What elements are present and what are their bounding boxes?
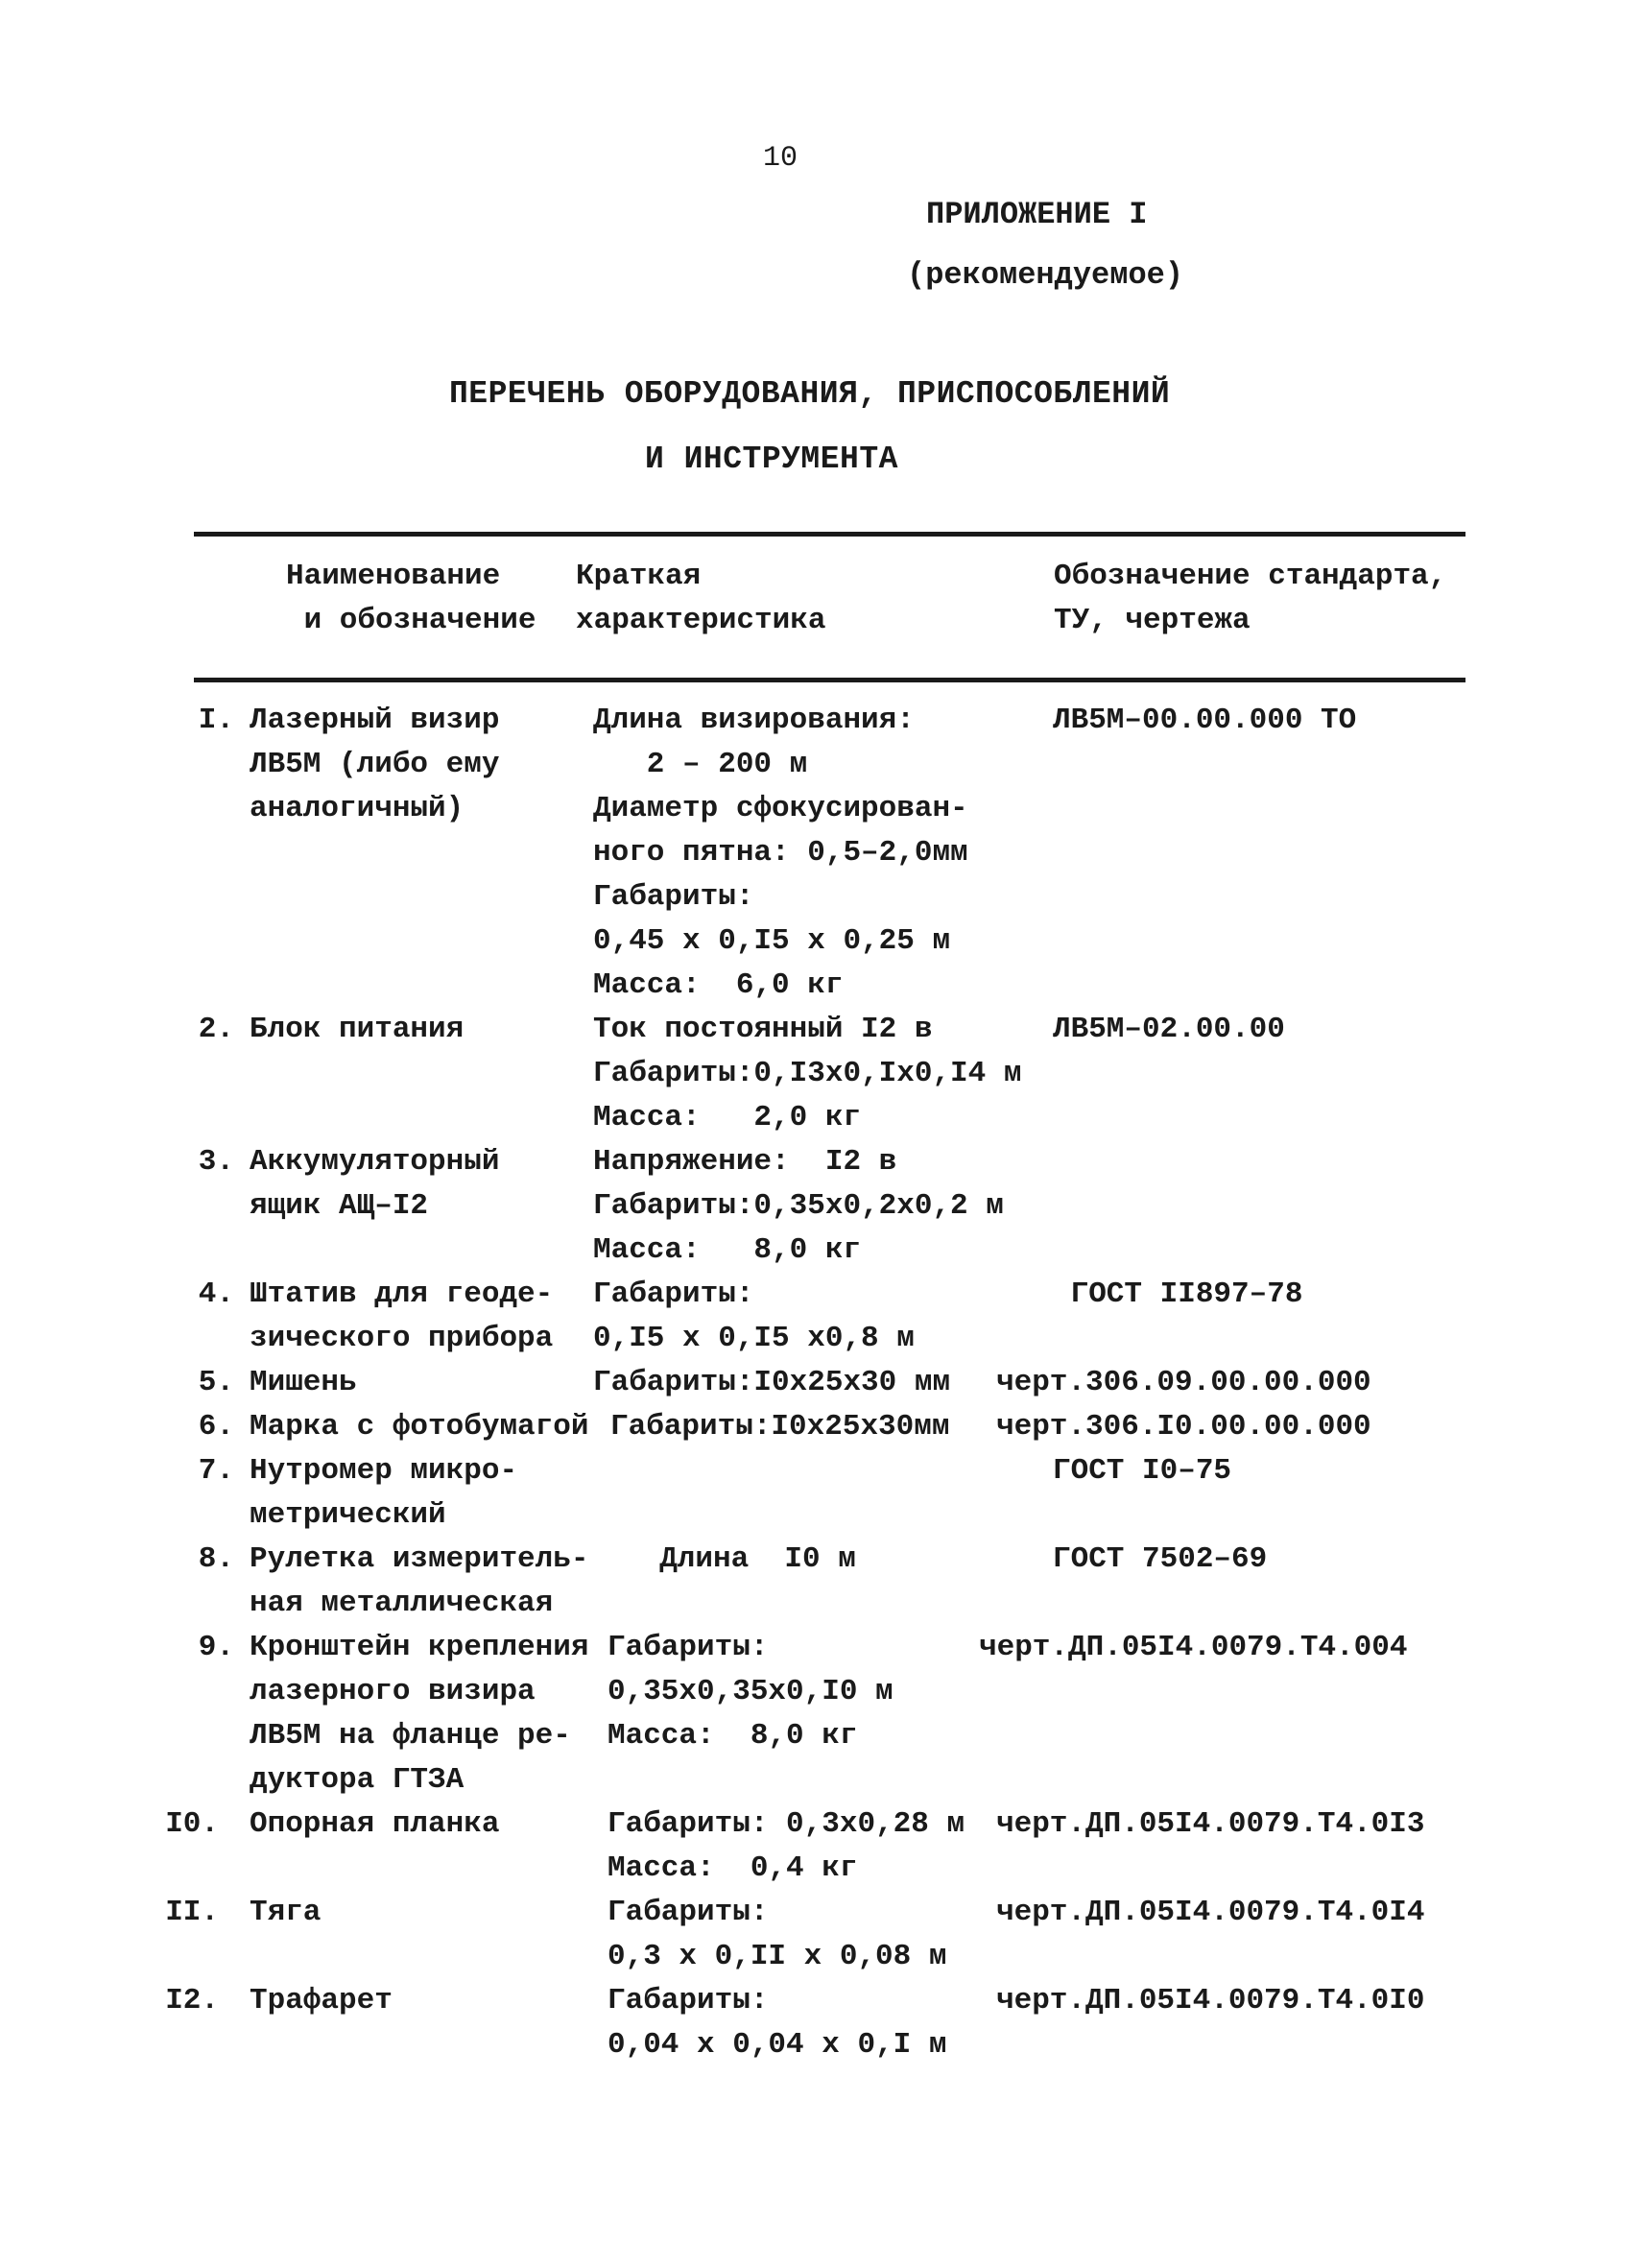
row-number: 3. (198, 1145, 234, 1179)
appendix-subtitle: (рекомендуемое) (907, 257, 1184, 293)
row-standard: черт.306.09.00.00.000 (996, 1366, 1371, 1399)
row-number: 4. (198, 1277, 234, 1311)
row-number: 5. (198, 1366, 234, 1399)
row-name: Трафарет (250, 1984, 393, 2017)
header-name: Наименование и обозначение (286, 560, 536, 637)
row-number: 9. (198, 1631, 234, 1664)
row-name: Лазерный визир ЛВ5М (либо ему аналогичный) (250, 704, 500, 825)
row-standard: ЛВ5М–02.00.00 (1053, 1013, 1285, 1046)
row-name: Тяга (250, 1896, 322, 1929)
row-characteristic: Длина визирования: 2 – 200 м Диаметр сфокусирован- ного пятна: 0,5–2,0мм Габариты: 0,45 х 0,I5 х 0,25 м Масса: 6,0 кг (593, 704, 968, 1002)
row-characteristic: Габариты: 0,I5 х 0,I5 х0,8 м (593, 1277, 915, 1355)
table-header-rule (194, 678, 1465, 682)
row-name: Аккумуляторный ящик АЩ–I2 (250, 1145, 500, 1223)
document-title-line-1: ПЕРЕЧЕНЬ ОБОРУДОВАНИЯ, ПРИСПОСОБЛЕНИЙ (449, 376, 1171, 412)
row-name: Мишень (250, 1366, 357, 1399)
row-number: I0. (165, 1807, 219, 1841)
row-number: 8. (198, 1542, 234, 1576)
appendix-title: ПРИЛОЖЕНИЕ I (926, 197, 1148, 232)
header-characteristic: Краткая характеристика (576, 560, 826, 637)
row-standard: черт.ДП.05I4.0079.Т4.004 (979, 1631, 1408, 1664)
row-characteristic: Габариты: 0,3х0,28 м Масса: 0,4 кг (608, 1807, 965, 1885)
row-characteristic: Габариты: 0,3 х 0,II х 0,08 м (608, 1896, 947, 1973)
row-name: Марка с фотобумагой (250, 1410, 589, 1444)
row-characteristic: Напряжение: I2 в Габариты:0,35х0,2х0,2 м Масса: 8,0 кг (593, 1145, 1004, 1267)
row-characteristic: Габариты: 0,04 х 0,04 х 0,I м (608, 1984, 947, 2062)
row-number: I2. (165, 1984, 219, 2017)
row-number: II. (165, 1896, 219, 1929)
row-characteristic: Ток постоянный I2 в Габариты:0,I3х0,Iх0,I4 м Масса: 2,0 кг (593, 1013, 1022, 1134)
row-number: I. (198, 704, 234, 737)
row-standard: черт.ДП.05I4.0079.Т4.0I3 (996, 1807, 1425, 1841)
document-title-line-2: И ИНСТРУМЕНТА (645, 442, 898, 477)
row-characteristic: Габариты: 0,35х0,35х0,I0 м Масса: 8,0 кг (608, 1631, 893, 1753)
row-standard: черт.ДП.05I4.0079.Т4.0I0 (996, 1984, 1425, 2017)
row-name: Рулетка измеритель- ная металлическая (250, 1542, 589, 1620)
row-number: 6. (198, 1410, 234, 1444)
row-name: Кронштейн крепления лазерного визира ЛВ5М на фланце ре- дуктора ГТЗА (250, 1631, 589, 1797)
row-number: 7. (198, 1454, 234, 1488)
header-standard: Обозначение стандарта, ТУ, чертежа (1054, 560, 1447, 637)
row-standard: ГОСТ 7502–69 (1053, 1542, 1268, 1576)
row-name: Опорная планка (250, 1807, 500, 1841)
row-characteristic: Габариты:I0х25х30мм (610, 1410, 950, 1444)
row-number: 2. (198, 1013, 234, 1046)
row-name: Нутромер микро- метрический (250, 1454, 518, 1532)
row-characteristic: Длина I0 м (624, 1542, 856, 1576)
row-standard: ГОСТ I0–75 (1053, 1454, 1232, 1488)
row-standard: ЛВ5М–00.00.000 ТО (1053, 704, 1357, 737)
row-standard: черт.306.I0.00.00.000 (996, 1410, 1371, 1444)
table-top-rule (194, 532, 1465, 537)
row-name: Блок питания (250, 1013, 465, 1046)
row-standard: черт.ДП.05I4.0079.Т4.0I4 (996, 1896, 1425, 1929)
row-standard: ГОСТ II897–78 (1053, 1277, 1303, 1311)
row-characteristic: Габариты:I0х25х30 мм (593, 1366, 951, 1399)
row-name: Штатив для геоде- зического прибора (250, 1277, 554, 1355)
page-number: 10 (763, 142, 798, 175)
